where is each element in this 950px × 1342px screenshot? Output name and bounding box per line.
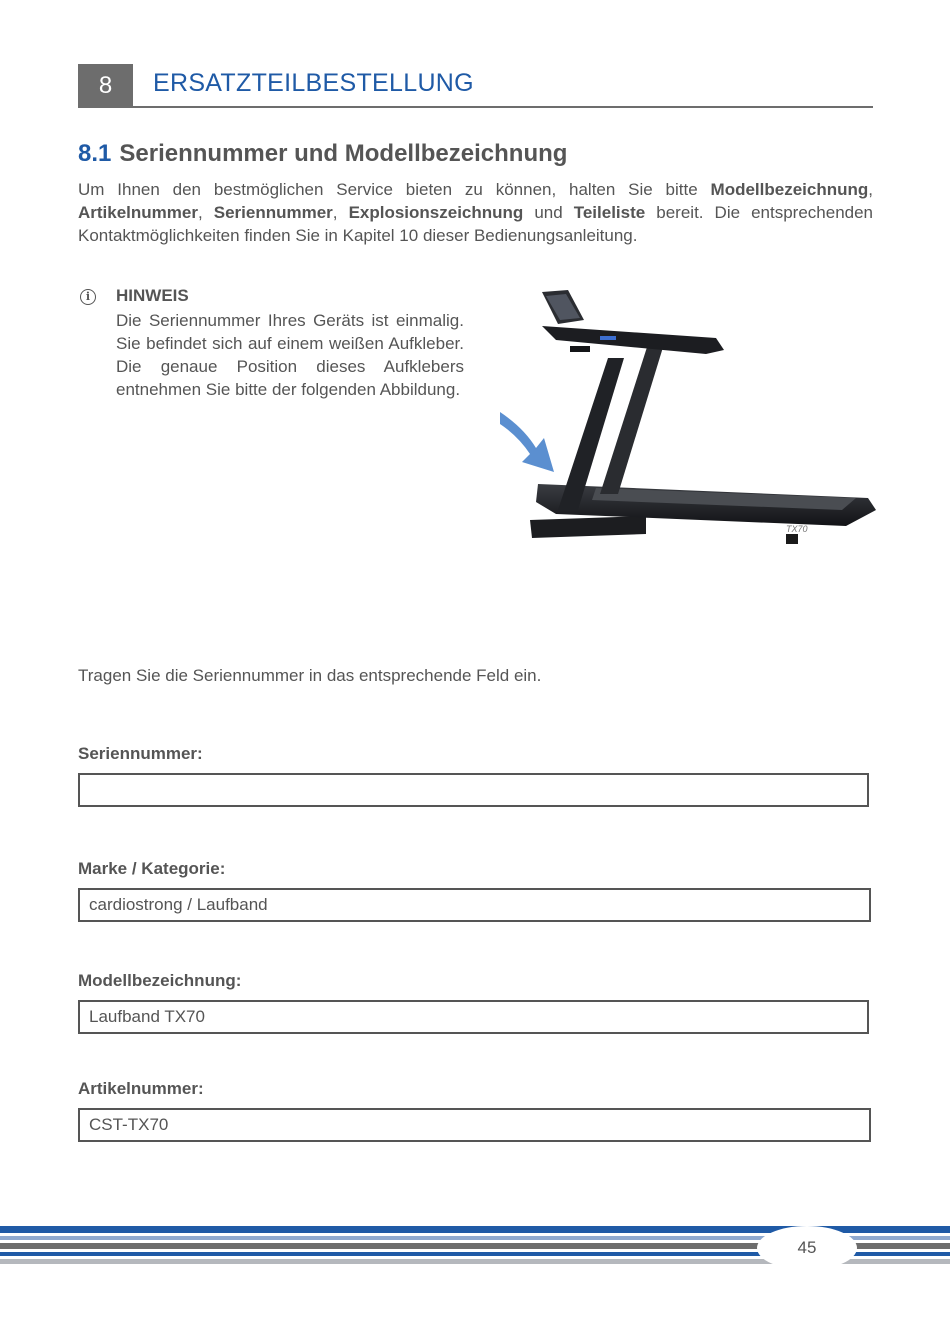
brand-category-label: Marke / Kategorie: — [78, 859, 226, 878]
intro-bold-article: Artikelnummer — [78, 203, 198, 222]
treadmill-illustration — [496, 288, 880, 552]
section-title: Seriennummer und Modellbezeichnung — [119, 140, 568, 167]
intro-bold-parts: Teileliste — [573, 203, 646, 222]
serial-number-label: Seriennummer: — [78, 744, 203, 763]
brand-category-field[interactable]: cardiostrong / Laufband — [78, 888, 871, 922]
note-text: Die Seriennummer Ihres Geräts ist einmalig. Sie befindet sich auf einem weißen Aufkleber. Die genaue Position dieses Aufklebers entnehmen Sie bitte der folgenden Abbildung. — [116, 311, 464, 399]
intro-text: , — [868, 180, 873, 199]
note-title: HINWEIS — [116, 286, 189, 305]
instruction-text: Tragen Sie die Seriennummer in das entsprechende Feld ein. — [78, 666, 542, 685]
arrow-icon — [500, 412, 554, 472]
section-heading — [78, 140, 567, 168]
intro-bold-model: Modellbezeichnung — [710, 180, 869, 199]
model-name-label: Modellbezeichnung: — [78, 971, 242, 990]
model-name-field[interactable]: Laufband TX70 — [78, 1000, 869, 1034]
article-number-label: Artikelnummer: — [78, 1079, 204, 1098]
page-number: 45 — [757, 1226, 857, 1270]
model-mark: TX70 — [786, 524, 808, 534]
chapter-number: 8 — [78, 64, 133, 108]
intro-text: und — [523, 203, 574, 222]
intro-text: , — [332, 203, 349, 222]
section-number: 8.1 — [78, 140, 112, 167]
serial-number-field[interactable] — [78, 773, 869, 807]
intro-paragraph — [78, 178, 873, 247]
intro-bold-explosion: Explosionszeichnung — [348, 203, 524, 222]
intro-text: bereit. Die entsprechenden Kontaktmöglichkeiten finden Sie in Kapitel 10 dieser Bedienungsanleitung. — [78, 203, 874, 245]
intro-bold-serial: Seriennummer — [213, 203, 333, 222]
chapter-divider — [78, 106, 873, 108]
info-icon: i — [80, 289, 96, 305]
article-number-field[interactable]: CST-TX70 — [78, 1108, 871, 1142]
chapter-title: ERSATZTEILBESTELLUNG — [153, 69, 474, 97]
intro-text: Um Ihnen den bestmöglichen Service bieten zu können, halten Sie bitte — [78, 180, 711, 199]
intro-text: , — [197, 203, 214, 222]
